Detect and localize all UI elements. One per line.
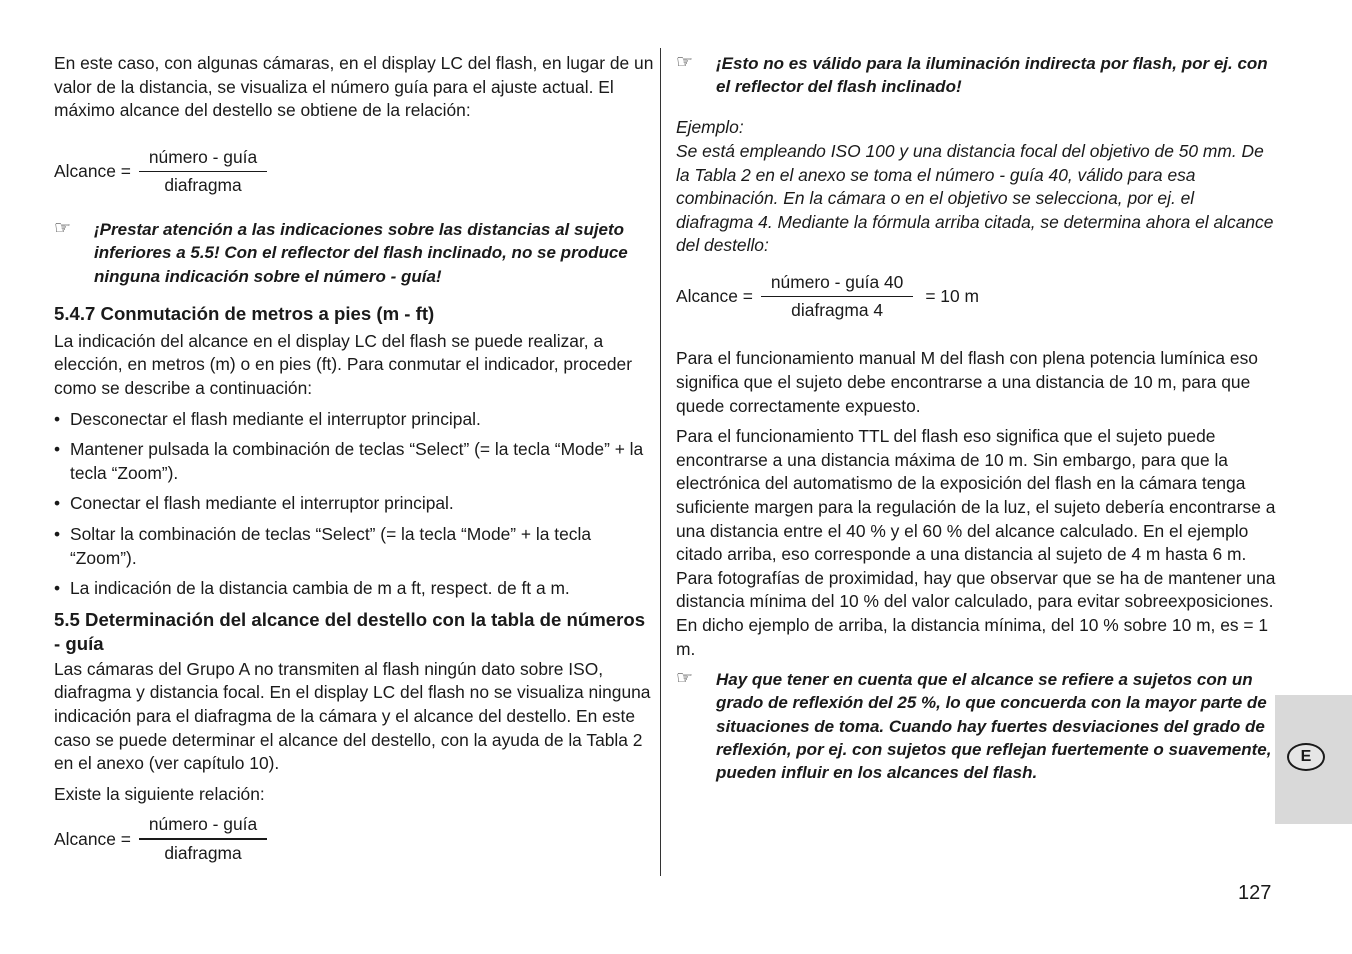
formula-numerator: número - guía 40 — [770, 271, 904, 292]
warning-note — [676, 52, 1276, 98]
formula-label: Alcance = — [676, 286, 753, 307]
warning-note-text: ¡Prestar atención a las indicaciones sobre las distancias al sujeto inferiores a 5.5! Con el reflector del flash inclinado, no se produce ninguna indicación sobre el número - guía! — [94, 220, 628, 286]
section-heading-5-4-7: 5.4.7 Conmutación de metros a pies (m - ft) — [54, 302, 435, 324]
formula-denominator: diafragma — [164, 175, 242, 196]
formula-label: Alcance = — [54, 828, 131, 849]
reflection-note — [676, 668, 1276, 784]
pointing-hand-icon: ☞ — [54, 218, 72, 240]
warning-note — [54, 218, 654, 288]
units-paragraph: La indicación del alcance en el display LC del flash se puede realizar, a elección, en metros (m) o en pies (ft). Para conmutar el indicador, proceder como se describe a continuación: — [54, 330, 633, 399]
formula-numerator: número - guía — [148, 814, 258, 835]
example-label: Ejemplo: — [676, 117, 744, 138]
left-column — [54, 52, 654, 864]
intro-paragraph: En este caso, con algunas cámaras, en el display LC del flash, en lugar de un valor de la distancia, se visualiza el número guía para el ajuste actual. El máximo alcance del destello se obtiene de la relación: — [54, 53, 654, 121]
steps-list — [54, 408, 654, 601]
list-item: • Desconectar el flash mediante el interruptor principal. — [54, 408, 654, 432]
manual-mode-paragraph: Para el funcionamiento manual M del flash con plena potencia lumínica eso significa que el sujeto debe encontrarse a una distancia de 10 m, para que quede correctamente expuesto. — [676, 348, 1258, 416]
formula-denominator: diafragma 4 — [791, 300, 883, 321]
formula-fraction — [139, 147, 267, 197]
range-formula — [54, 814, 654, 864]
ttl-mode-paragraph: Para el funcionamiento TTL del flash eso significa que el sujeto puede encontrarse a una distancia máxima de 10 m. Sin embargo, para que la electrónica del automatismo de la exposición del flash en la cámara tenga suficiente margen para la regulación de la luz, el sujeto debería encontrarse a una distancia entre el 40 % y el 60 % del alcance calculado. En el ejemplo citado arriba, eso corresponde a una distancia al sujeto de 4 m hasta 6 m. Para fotografías de proximidad, hay que observar que se ha de mantener una distancia mínima del 10 % del valor calculado, para evitar sobreexposiciones. En dicho ejemplo de arriba, la distancia mínima, del 10 % sobre 10 m, es = 1 m. — [676, 426, 1276, 659]
reflection-note-text: Hay que tener en cuenta que el alcance se refiere a sujetos con un grado de reflexión del 25 %, lo que concuerda con la mayor parte de situaciones de toma. Cuando hay fuertes desviaciones del grado de reflexión, por ej. con sujetos que reflejan fuertemente o suavemente, pueden influir en los alcances del flash. — [716, 670, 1272, 782]
formula-fraction — [139, 814, 267, 864]
list-item: • Soltar la combinación de teclas “Select” (= la tecla “Mode” + la tecla “Zoom”). — [54, 523, 654, 570]
example-formula — [676, 272, 1276, 322]
language-tab-letter: E — [1287, 743, 1325, 771]
formula-result: = 10 m — [925, 286, 979, 307]
right-column — [676, 52, 1276, 784]
language-tab — [1275, 695, 1352, 824]
formula-label: Alcance = — [54, 161, 131, 182]
example-text: Se está empleando ISO 100 y una distancia focal del objetivo de 50 mm. De la Tabla 2 en el anexo se toma el número - guía 40, válido para esa combinación. En la cámara o en el objetivo se selecciona, por ej. el diafragma 4. Mediante la fórmula arriba citada, se determina ahora el alcance del destello: — [676, 141, 1274, 256]
list-item: • La indicación de la distancia cambia de m a ft, respect. de ft a m. — [54, 577, 654, 601]
relation-paragraph: Existe la siguiente relación: — [54, 783, 265, 804]
formula-denominator: diafragma — [164, 842, 242, 863]
warning-note-text: ¡Esto no es válido para la iluminación indirecta por flash, por ej. con el reflector del flash inclinado! — [716, 54, 1268, 97]
group-a-paragraph: Las cámaras del Grupo A no transmiten al flash ningún dato sobre ISO, diafragma y distancia focal. En el display LC del flash no se visualiza ninguna indicación para el diafragma de la cámara y el alcance del destello. En este caso se puede determinar el alcance del destello, con la ayuda de la Tabla 2 en el anexo (ver capítulo 10). — [54, 658, 651, 774]
section-heading-5-5: 5.5 Determinación del alcance del destello con la tabla de números - guía — [54, 608, 646, 654]
range-formula — [54, 147, 654, 197]
list-item: • Conectar el flash mediante el interruptor principal. — [54, 492, 654, 516]
formula-fraction — [761, 272, 913, 322]
column-divider — [660, 48, 661, 876]
pointing-hand-icon: ☞ — [676, 668, 694, 690]
formula-numerator: número - guía — [148, 146, 258, 167]
page-number: 127 — [1238, 882, 1272, 904]
list-item: • Mantener pulsada la combinación de teclas “Select” (= la tecla “Mode” + la tecla “Zoom”). — [54, 438, 654, 485]
pointing-hand-icon: ☞ — [676, 52, 694, 73]
